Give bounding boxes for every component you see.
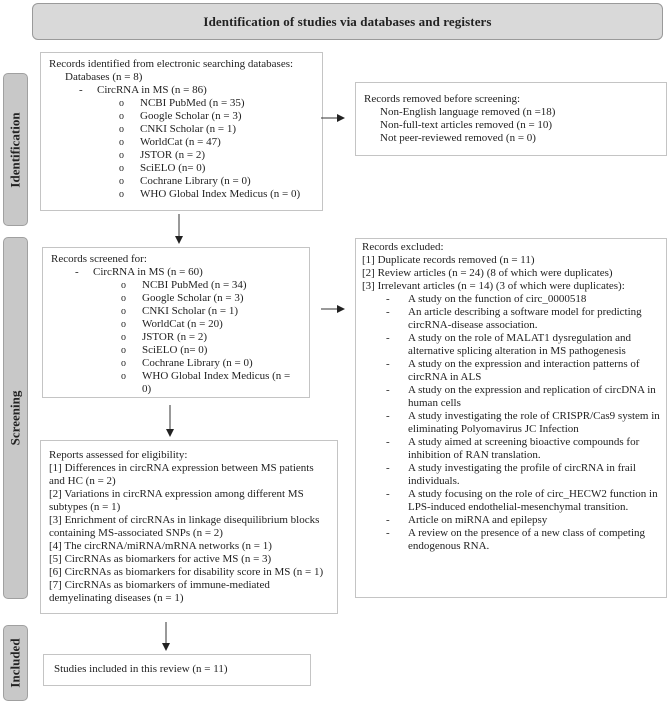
dash-marker: - xyxy=(386,358,390,370)
bullet-o-marker: o xyxy=(121,293,126,304)
bullet-o-marker: o xyxy=(119,150,124,161)
irrelevant-article-text: A study investigating the role of CRISPR/Cas9 system in eliminating Polyomavirus JC Infection xyxy=(408,410,660,435)
removed-item: Not peer-reviewed removed (n = 0) xyxy=(380,132,536,144)
database-count: SciELO (n= 0) xyxy=(142,344,208,356)
excluded-title: Records excluded: xyxy=(362,241,444,253)
eligibility-item: [7] CircRNAs as biomarkers of immune-mediated demyelinating diseases (n = 1) xyxy=(49,579,270,604)
irrelevant-article-text: A study on the expression and replication of circDNA in human cells xyxy=(408,384,656,409)
bullet-o-marker: o xyxy=(121,371,126,382)
bullet-o-marker: o xyxy=(119,98,124,109)
screened-title: Records screened for: xyxy=(51,253,147,265)
bullet-o-marker: o xyxy=(119,163,124,174)
database-count: CNKI Scholar (n = 1) xyxy=(140,123,237,135)
bullet-o-marker: o xyxy=(121,345,126,356)
dash-marker: - xyxy=(75,266,79,278)
dash-marker: - xyxy=(386,462,390,474)
database-count: WorldCat (n = 20) xyxy=(142,318,223,330)
bullet-o-marker: o xyxy=(121,280,126,291)
bullet-o-marker: o xyxy=(119,137,124,148)
dash-marker: - xyxy=(386,293,390,305)
dash-marker: - xyxy=(386,384,390,396)
irrelevant-article-text: A study on the role of MALAT1 dysregulation and alternative splicing alteration in MS pathogenesis xyxy=(408,332,632,357)
irrelevant-article-text: A study focusing on the role of circ_HECW2 function in LPS-induced endothelial-mesenchymal transition. xyxy=(408,488,658,513)
eligibility-title: Reports assessed for eligibility: xyxy=(49,449,188,461)
bullet-o-marker: o xyxy=(121,306,126,317)
database-count: WHO Global Index Medicus (n = 0) xyxy=(142,370,291,395)
bullet-o-marker: o xyxy=(119,124,124,135)
database-count: NCBI PubMed (n = 34) xyxy=(142,279,247,291)
dash-marker: - xyxy=(386,332,390,344)
bullet-o-marker: o xyxy=(119,176,124,187)
phase-label-included: Included xyxy=(7,638,23,688)
dash-marker: - xyxy=(79,84,83,96)
irrelevant-article-text: Article on miRNA and epilepsy xyxy=(408,514,548,526)
irrelevant-article-text: A study investigating the profile of circRNA in frail individuals. xyxy=(408,462,636,487)
header-title: Identification of studies via databases and registers xyxy=(203,13,492,29)
database-count: WorldCat (n = 47) xyxy=(140,136,221,148)
removed-item: Non-English language removed (n =18) xyxy=(380,106,556,118)
identified-databases: Databases (n = 8) xyxy=(65,71,143,83)
included-text: Studies included in this review (n = 11) xyxy=(54,663,228,675)
irrelevant-article-text: An article describing a software model for predicting circRNA-disease association. xyxy=(408,306,642,331)
excluded-category: [2] Review articles (n = 24) (8 of which were duplicates) xyxy=(362,267,613,279)
eligibility-item: [2] Variations in circRNA expression among different MS subtypes (n = 1) xyxy=(49,488,304,513)
database-count: CNKI Scholar (n = 1) xyxy=(142,305,239,317)
database-count: NCBI PubMed (n = 35) xyxy=(140,97,245,109)
irrelevant-article-text: A study aimed at screening bioactive compounds for inhibition of RAN translation. xyxy=(408,436,640,461)
bullet-o-marker: o xyxy=(121,319,126,330)
removed-item: Non-full-text articles removed (n = 10) xyxy=(380,119,553,131)
phase-label-screening: Screening xyxy=(7,390,23,446)
bullet-o-marker: o xyxy=(119,189,124,200)
dash-marker: - xyxy=(386,410,390,422)
eligibility-item: [4] The circRNA/miRNA/mRNA networks (n = 1) xyxy=(49,540,272,552)
bullet-o-marker: o xyxy=(121,358,126,369)
phase-label-identification: Identification xyxy=(7,111,23,188)
screened-group-label: CircRNA in MS (n = 60) xyxy=(93,266,203,278)
dash-marker: - xyxy=(386,306,390,318)
eligibility-item: [1] Differences in circRNA expression between MS patients and HC (n = 2) xyxy=(49,462,314,487)
bullet-o-marker: o xyxy=(121,332,126,343)
eligibility-item: [5] CircRNAs as biomarkers for active MS (n = 3) xyxy=(49,553,272,565)
dash-marker: - xyxy=(386,527,390,539)
bullet-o-marker: o xyxy=(119,111,124,122)
irrelevant-article-text: A study on the function of circ_0000518 xyxy=(408,293,587,305)
identified-group-label: CircRNA in MS (n = 86) xyxy=(97,84,207,96)
database-count: JSTOR (n = 2) xyxy=(142,331,207,343)
eligibility-item: [6] CircRNAs as biomarkers for disability score in MS (n = 1) xyxy=(49,566,324,578)
database-count: JSTOR (n = 2) xyxy=(140,149,205,161)
database-count: Cochrane Library (n = 0) xyxy=(142,357,253,369)
irrelevant-article-text: A review on the presence of a new class of competing endogenous RNA. xyxy=(408,527,646,552)
database-count: WHO Global Index Medicus (n = 0) xyxy=(140,188,301,200)
dash-marker: - xyxy=(386,436,390,448)
eligibility-item: [3] Enrichment of circRNAs in linkage disequilibrium blocks containing MS-associated SNPs (n = 2) xyxy=(49,514,320,539)
dash-marker: - xyxy=(386,514,390,526)
removed-title: Records removed before screening: xyxy=(364,93,521,105)
database-count: Google Scholar (n = 3) xyxy=(142,292,244,304)
excluded-category: [1] Duplicate records removed (n = 11) xyxy=(362,254,535,266)
dash-marker: - xyxy=(386,488,390,500)
database-count: SciELO (n= 0) xyxy=(140,162,206,174)
irrelevant-article-text: A study on the expression and interaction patterns of circRNA in ALS xyxy=(408,358,640,383)
excluded-category: [3] Irrelevant articles (n = 14) (3 of which were duplicates): xyxy=(362,280,625,292)
identified-title: Records identified from electronic searching databases: xyxy=(49,58,294,70)
database-count: Cochrane Library (n = 0) xyxy=(140,175,251,187)
database-count: Google Scholar (n = 3) xyxy=(140,110,242,122)
